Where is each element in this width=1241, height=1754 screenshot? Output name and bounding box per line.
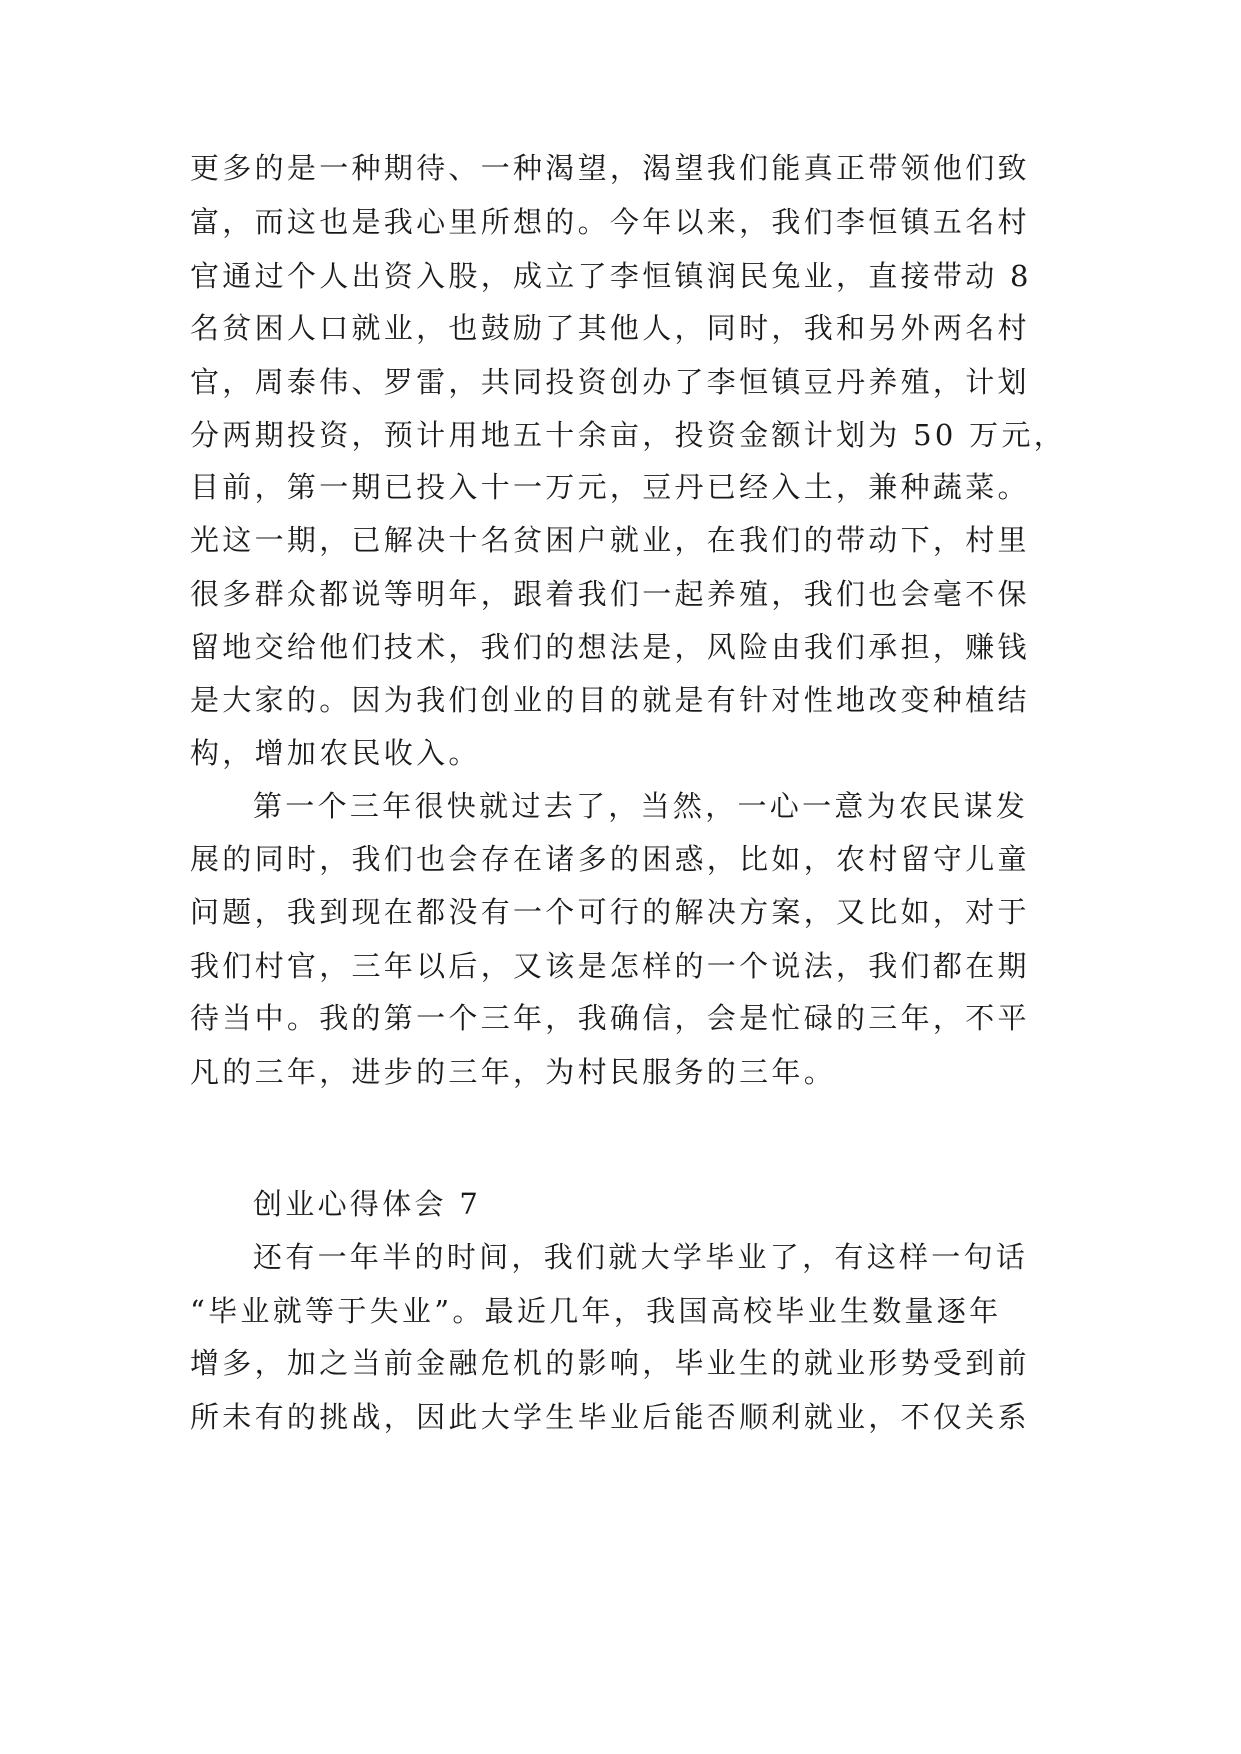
paragraph-3-line: “毕业就等于失业”。最近几年，我国高校毕业生数量逐年 <box>190 1294 1002 1328</box>
paragraph-2-line: 第一个三年很快就过去了，当然，一心一意为农民谋发 <box>253 789 1029 823</box>
paragraph-2-line: 待当中。我的第一个三年，我确信，会是忙碌的三年，不平 <box>190 1001 1030 1035</box>
paragraph-3-line: 增多，加之当前金融危机的影响，毕业生的就业形势受到前 <box>190 1346 1030 1380</box>
paragraph-1-line: 名贫困人口就业，也鼓励了其他人，同时，我和另外两名村 <box>190 311 1030 345</box>
paragraph-1-line: 目前，第一期已投入十一万元，豆丹已经入土，兼种蔬菜。 <box>190 470 1030 504</box>
paragraph-1-line: 构，增加农民收入。 <box>190 736 481 770</box>
paragraph-1-line: 官，周泰伟、罗雷，共同投资创办了李恒镇豆丹养殖，计划 <box>190 365 1030 399</box>
paragraph-2-line: 凡的三年，进步的三年，为村民服务的三年。 <box>190 1055 837 1089</box>
paragraph-2-line: 展的同时，我们也会存在诸多的困惑，比如，农村留守儿童 <box>190 842 1030 876</box>
paragraph-3-line: 还有一年半的时间，我们就大学毕业了，有这样一句话 <box>253 1240 1029 1274</box>
paragraph-1-line: 很多群众都说等明年，跟着我们一起养殖，我们也会毫不保 <box>190 577 1030 611</box>
paragraph-1-line: 留地交给他们技术，我们的想法是，风险由我们承担，赚钱 <box>190 630 1030 664</box>
section-heading: 创业心得体会 7 <box>253 1187 482 1221</box>
paragraph-3-line: 所未有的挑战，因此大学生毕业后能否顺利就业，不仅关系 <box>190 1400 1030 1434</box>
paragraph-1-line: 富，而这也是我心里所想的。今年以来，我们李恒镇五名村 <box>190 205 1030 239</box>
paragraph-1-line: 光这一期，已解决十名贫困户就业，在我们的带动下，村里 <box>190 523 1030 557</box>
paragraph-2-line: 我们村官，三年以后，又该是怎样的一个说法，我们都在期 <box>190 949 1030 983</box>
paragraph-1-line: 分两期投资，预计用地五十余亩，投资金额计划为 50 万元， <box>190 418 1067 452</box>
paragraph-1-line: 更多的是一种期待、一种渴望，渴望我们能真正带领他们致 <box>190 151 1030 185</box>
paragraph-1-line: 官通过个人出资入股，成立了李恒镇润民兔业，直接带动 8 <box>190 259 1032 293</box>
paragraph-2-line: 问题，我到现在都没有一个可行的解决方案，又比如，对于 <box>190 895 1030 929</box>
paragraph-1-line: 是大家的。因为我们创业的目的就是有针对性地改变种植结 <box>190 683 1030 717</box>
